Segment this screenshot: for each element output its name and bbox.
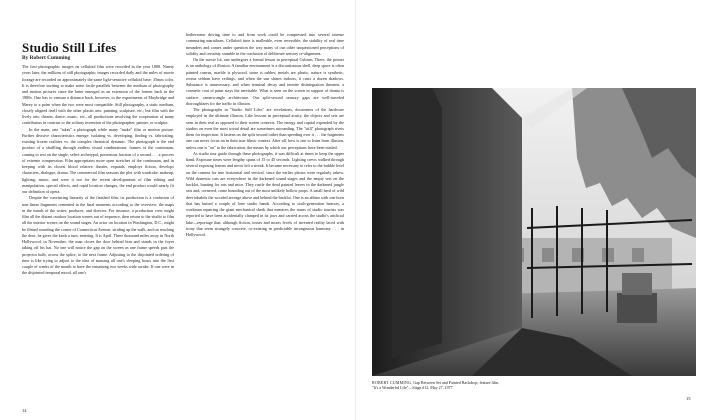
photograph-image [372,88,696,376]
paragraph: Despite the convincing linearity of the finished film, its production is a confusion of non-linear fragments cemented in the final moments according to the overview: the maps in the minds of the writer, producer, and director. For instance, a production crew might film all the distant outdoor location scenes out of sequence, then return to the studio to film all the interior scenes on the sound stages. An actor on location in Washington, D.C., might be filmed rounding the corner of Connecticut Avenue, striding up the walk, and on reaching the door, he gives the knob a turn, entering. It is April. Three thousand miles away in North Hollywood, in November, the man closes the door behind him and stands in the foyer taking off his hat. No one will notice the gap on the screen as one frame speeds past the projector bulb, across the splice, to the next frame. Adjusting to the disjointed ordering of time is like trying to adjust to the idea of massing all one's sleeping hours into the first couple of weeks of the month to have the remaining two weeks wide awake. If one were in the disjointed temporal mood, all one's [22,195,174,276]
caption-artist: ROBERT CUMMING, [372,380,413,385]
left-page [12,12,350,413]
text-column-1 [22,64,174,400]
photo-caption [372,380,692,391]
page-number-left: 14 [22,408,27,413]
paragraph: As studio tour guide through these photographs, it was difficult at times to keep the upper hand. Exposure times were lengthy spans of 15 to 45 seconds. Lighting crews walked through several exposing frames and never left a streak. It became necessary to refer to the bubble level on the camera for true horizontal and vertical, since the earlier photos were regularly askew. Wild domestic cats are everywhere in the darkened sound stages and the empty sets on the backlot, hunting for rats and mice. They rustle the dead painted leaves in the darkened jungle sets and, cornered, come bounding out of the most unlikely hollow props. A small herd of wild deer inhabits the wooded acreage above and behind the backlot. One is an albino with one horn that has butted a couple of lone studio hands. According to sixth-generation hearsay, a workman repairing the giant mechanical shark that menaces the trams of studio tourists was reported to have been accidentally clamped in its jaws and carried across the studio's artificial lake—reportage that, although fiction, tosses and mixes levels of invented reality laced with irony that seem strangely concrete, co-existing in predictable incongruous harmony . . . in Hollywood. [186,150,344,237]
paragraph: bothersome driving time to and from work could be compressed into several intense commuting marathons. Celluloid time is malleable, even reversible; the stability of real time meanders and comes under question the way many of our other unquestioned perceptions of solidity and certainty stumble in the confusion of deliberate sensory re-alignment. [186,32,344,56]
caption-line1: Gap Between Set and Painted Backdrop; feature film, [412,380,500,385]
article-byline: By Robert Cumming [22,55,71,61]
text-column-2 [186,32,344,400]
article-title: Studio Still Lifes [22,40,117,55]
paragraph: On the movie lot, one undergoes a formal lesson in perceptual Cubism. There, the primer is an anthology of illusion. A familiar environment is a discontinuous shell, deep space is often painted canvas, marble is plywood, stone is rubber, metals are plastic, nature is synthetic, rooms seldom have ceilings, and when the sun shines indoors, it casts a dozen shadows. Substance is unnecessary, and when terminal decay and termite disintegration threaten, a cosmetic coat of paint stays the inevitable. What is seen on the screen in support of drama is surface: camera-angle architecture. Our split-second sensory gaps are well-traveled thoroughfares for the traffic in illusion. [186,57,344,106]
gutter-divider [355,0,356,420]
paragraph: The photographs in "Studio Still Lifes" are revelations, documents of the hardware employed in the ultimate illusion. Like lessons in perceptual acuity, the objects and sets are seen in their real as opposed to their screen contexts. The energy and capital expended by the studios on even the most trivial detail are sometimes astounding. The "still" photograph rivets them for inspection. It fastens on the split second rather than speeding over it . . . the fragments one can never focus on in their true filmic context. After all, how is one to learn from illusion, unless one is "on" to the fabrication, the means by which our perceptions have been misled. [186,107,344,150]
paragraph: The first photographic images on celluloid film were recorded in the year 1888. Ninety years later, the millions of still photographic images recorded daily and the miles of movie footage are recorded on approximately the same light-sensitive celluloid base: 35mm color. It is therefore inviting to make some facile parallels between the medium of photography and motion pictures since the latter emerged as an extension of the former back in the 1880s. One has to venture a distance back, however, to the experiments of Muybridge and Marey to a point when the two were most compatible. Still photography, a static medium, closely aligned itself with the other plastic arts: painting, sculpture, etc.; but film with the lively arts: theater, dance, music, etc., all productions involving the cooperation of many contributors in contrast to the solitary invention of the photographer, painter, or sculptor. [22,64,174,126]
paragraph: In the main, one "takes" a photograph while many "make" film or motion picture. Further divisive characteristics emerge: isolating vs. developing, finding vs. fabricating, existing frozen realities vs. the complex theatrical dynamic. The photograph is the end product of a shuffling through endless visual combinations: frames of the continuum, coming to rest on the single, select archetypal, portentous fraction of a second . . . a process of extreme compression. Film appropriates more open stretches of the continuum, and in keeping with its closest blood relative, theater, expands, employs fiction, develops characters, dialogue, drama. The commercial film seasons the plot with wardrobe, makeup, lighting, music, and were it not for the recent developments of film editing and manipulation, special effects, and rapid location changes, the end product would nearly fit our definition of opera. [22,126,174,194]
photograph [372,88,696,376]
caption-line2: "It's a Wonderful Life"—Stage #12, May 27, 1977 [372,385,453,391]
page-number-right: 15 [686,396,691,401]
